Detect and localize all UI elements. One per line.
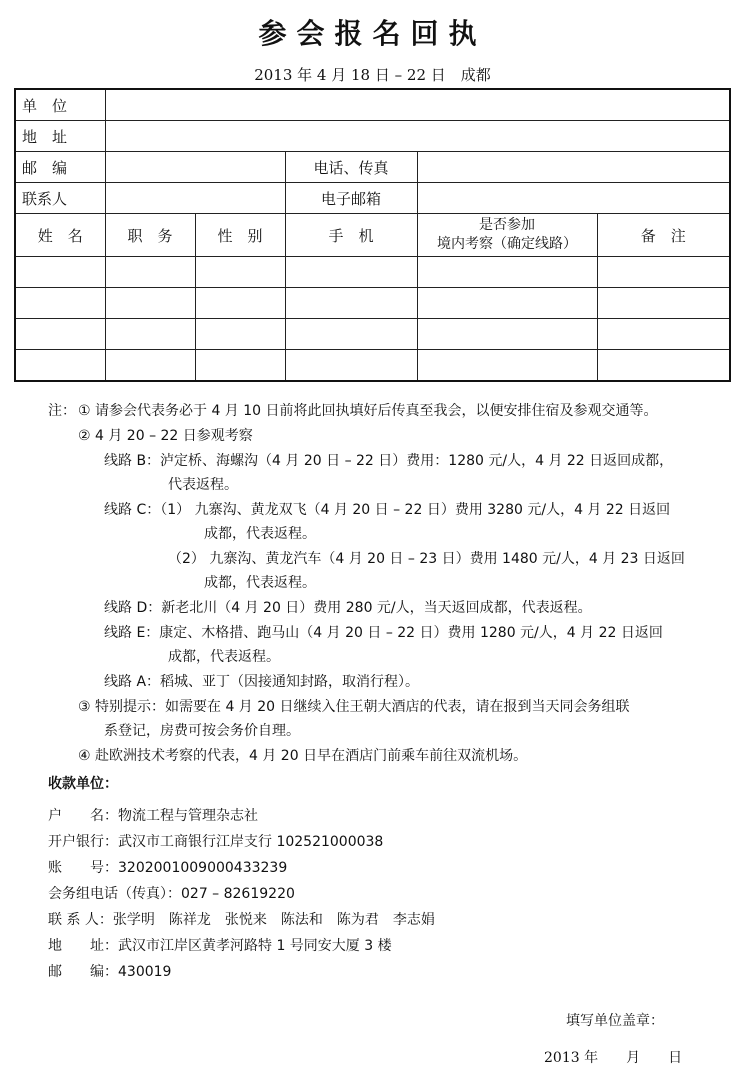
stamp-label: 填写单位盖章： xyxy=(566,1013,664,1029)
payee-address: 地 址：武汉市江岸区黄孝河路特 1 号同安大厦 3 楼 xyxy=(48,938,392,954)
col-remarks: 备 注 xyxy=(597,214,730,257)
cell[interactable] xyxy=(105,257,195,288)
phone-fax-label: 电话、传真 xyxy=(285,152,417,183)
payee-postcode: 邮 编：430019 xyxy=(48,964,172,980)
route-a: 线路 A：稻城、亚丁（因接通知封路，取消行程）。 xyxy=(104,674,420,690)
cell[interactable] xyxy=(15,319,105,350)
note-3-line2: 系登记，房费可按会务价自理。 xyxy=(104,723,300,739)
cell[interactable] xyxy=(417,319,597,350)
contact-row xyxy=(15,183,730,214)
payee-account-number: 账 号：3202001009000433239 xyxy=(48,860,288,876)
note-1: ① 请参会代表务必于 4 月 10 日前将此回执填好后传真至我会，以便安排住宿及参观交通等。 xyxy=(78,403,658,419)
attendee-header-row xyxy=(15,214,730,257)
payee-account-name: 户 名：物流工程与管理杂志社 xyxy=(48,808,258,824)
cell[interactable] xyxy=(285,319,417,350)
unit-field[interactable] xyxy=(105,89,730,121)
address-row xyxy=(15,121,730,152)
notes-prefix: 注： xyxy=(48,403,76,419)
email-field[interactable] xyxy=(417,183,730,214)
cell[interactable] xyxy=(105,319,195,350)
route-c-line2: 成都，代表返程。 xyxy=(204,526,316,542)
postcode-label: 邮 编 xyxy=(15,152,105,183)
form-title: 参会报名回执 xyxy=(258,17,487,50)
unit-row xyxy=(15,89,730,121)
contact-label: 联系人 xyxy=(15,183,105,214)
route-e-line2: 成都，代表返程。 xyxy=(168,649,280,665)
route-d: 线路 D：新老北川（4 月 20 日）费用 280 元/人，当天返回成都，代表返程。 xyxy=(104,600,592,616)
route-c-line3: （2） 九寨沟、黄龙汽车（4 月 20 日 – 23 日）费用 1480 元/人，4 月 23 日返回 xyxy=(168,551,685,567)
form-subtitle: 2013 年 4 月 18 日 – 22 日 成都 xyxy=(254,66,491,84)
col-tour: 是否参加 境内考察（确定线路） xyxy=(417,214,597,257)
cell[interactable] xyxy=(597,288,730,319)
cell[interactable] xyxy=(417,288,597,319)
cell[interactable] xyxy=(105,350,195,382)
cell[interactable] xyxy=(417,257,597,288)
payee-heading: 收款单位： xyxy=(48,776,118,792)
route-e-line1: 线路 E：康定、木格措、跑马山（4 月 20 日 – 22 日）费用 1280 元/人，4 月 22 日返回 xyxy=(104,625,663,641)
cell[interactable] xyxy=(597,257,730,288)
cell[interactable] xyxy=(195,350,285,382)
email-label: 电子邮箱 xyxy=(285,183,417,214)
attendee-row xyxy=(15,257,730,288)
phone-fax-field[interactable] xyxy=(417,152,730,183)
cell[interactable] xyxy=(597,350,730,382)
col-gender: 性 别 xyxy=(195,214,285,257)
registration-table xyxy=(14,88,731,382)
note-2: ② 4 月 20 – 22 日参观考察 xyxy=(78,428,253,444)
col-mobile: 手 机 xyxy=(285,214,417,257)
contact-field[interactable] xyxy=(105,183,285,214)
route-c-line4: 成都，代表返程。 xyxy=(204,575,316,591)
cell[interactable] xyxy=(597,319,730,350)
cell[interactable] xyxy=(15,350,105,382)
postcode-row xyxy=(15,152,730,183)
attendee-row xyxy=(15,319,730,350)
payee-contacts: 联 系 人：张学明 陈祥龙 张悦来 陈法和 陈为君 李志娟 xyxy=(48,912,435,928)
col-position: 职 务 xyxy=(105,214,195,257)
address-label: 地 址 xyxy=(15,121,105,152)
cell[interactable] xyxy=(195,319,285,350)
cell[interactable] xyxy=(195,257,285,288)
cell[interactable] xyxy=(195,288,285,319)
payee-phone: 会务组电话（传真）：027 – 82619220 xyxy=(48,886,295,902)
cell[interactable] xyxy=(285,350,417,382)
note-3-line1: ③ 特别提示：如需要在 4 月 20 日继续入住王朝大酒店的代表，请在报到当天同会务组联 xyxy=(78,699,630,715)
payee-bank: 开户银行：武汉市工商银行江岸支行 102521000038 xyxy=(48,834,384,850)
route-b-line2: 代表返程。 xyxy=(168,477,238,493)
route-c-line1: 线路 C：（1） 九寨沟、黄龙双飞（4 月 20 日 – 22 日）费用 3280 元/人，4 月 22 日返回 xyxy=(104,502,671,518)
postcode-field[interactable] xyxy=(105,152,285,183)
route-b-line1: 线路 B：泸定桥、海螺沟（4 月 20 日 – 22 日）费用：1280 元/人，4 月 22 日返回成都， xyxy=(104,453,674,469)
col-name: 姓 名 xyxy=(15,214,105,257)
cell[interactable] xyxy=(285,288,417,319)
note-4: ④ 赴欧洲技术考察的代表，4 月 20 日早在酒店门前乘车前往双流机场。 xyxy=(78,748,528,764)
cell[interactable] xyxy=(15,257,105,288)
attendee-row xyxy=(15,288,730,319)
cell[interactable] xyxy=(105,288,195,319)
cell[interactable] xyxy=(417,350,597,382)
cell[interactable] xyxy=(15,288,105,319)
signature-date: 2013 年 月 日 xyxy=(544,1050,683,1066)
unit-label: 单 位 xyxy=(15,89,105,121)
attendee-row xyxy=(15,350,730,382)
cell[interactable] xyxy=(285,257,417,288)
address-field[interactable] xyxy=(105,121,730,152)
